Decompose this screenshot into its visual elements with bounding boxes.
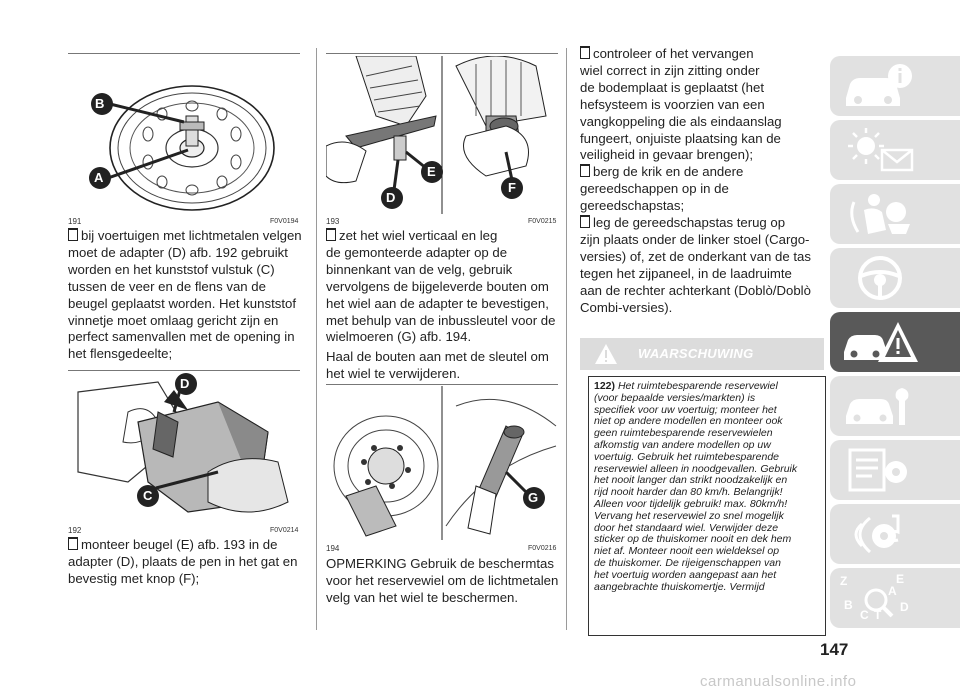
text-line: moet de adapter (D) afb. 192 gebruikt	[68, 244, 288, 260]
figure-top-rule	[68, 370, 300, 371]
column-divider	[316, 48, 317, 630]
col2-paragraph-2	[326, 349, 564, 383]
text-line: bevestig met knop (F);	[68, 570, 200, 586]
text-line: de gemonteerde adapter op de	[326, 244, 508, 260]
text-line: het wiel te verwijderen.	[326, 365, 461, 381]
tab-driving[interactable]	[830, 248, 960, 308]
bullet-icon	[68, 539, 78, 550]
text-line: het nooit langer dan strikt noodzakelijk en	[594, 474, 788, 487]
figure-193	[326, 56, 558, 214]
index-letter: A	[888, 584, 897, 598]
text-line: bij voertuigen met lichtmetalen velgen	[81, 228, 302, 243]
text-line: gereedschappen op in de	[580, 181, 729, 197]
figure-top-rule	[326, 53, 558, 54]
text-line: Vervang het reservewiel zo snel mogelijk	[594, 509, 784, 522]
text-line: worden en het kunststof vulstuk (C)	[68, 261, 275, 277]
text-line: fungeert, onjuiste plaatsing kan de	[580, 130, 781, 146]
text-line: OPMERKING Gebruik de beschermtas	[326, 556, 554, 571]
text-line: vinnetje moet omlaag gericht zijn en	[68, 312, 279, 328]
warning-header	[580, 338, 824, 370]
specs-gear-icon	[840, 444, 920, 496]
text-line: zijn plaats onder de linker stoel (Cargo-	[580, 231, 810, 247]
figure-top-rule	[326, 384, 558, 385]
bullet-icon	[326, 230, 336, 241]
index-letter: C	[860, 608, 869, 622]
text-line: tussen de veer en de flens van de	[68, 278, 266, 294]
text-line: berg de krik en de andere	[593, 164, 744, 180]
figure-label-a: A	[94, 170, 104, 185]
text-line: leg de gereedschapstas terug op	[593, 215, 786, 231]
text-line: Haal de bouten aan met de sleutel om	[326, 349, 549, 364]
figure-label-g: G	[528, 490, 539, 505]
text-line: de bodemplaat is geplaatst (het	[580, 79, 765, 95]
car-info-icon	[840, 60, 920, 112]
bullet-icon	[580, 166, 590, 177]
figure-191	[68, 56, 300, 214]
airbag-seat-icon	[840, 188, 920, 240]
text-line: met behulp van de inbussleutel voor de	[326, 312, 556, 328]
page-number: 147	[820, 640, 849, 659]
text-line: de thuiskomer. De rijeigenschappen van	[594, 556, 781, 569]
figure-number: 193	[326, 217, 340, 226]
car-maintenance-icon	[840, 380, 920, 432]
text-line: het flensgedeelte;	[68, 346, 173, 362]
tab-safety[interactable]	[830, 184, 960, 244]
figure-label-d: D	[180, 376, 190, 391]
tab-emergency[interactable]	[830, 312, 960, 372]
text-line: vervolgens de bijgeleverde bouten om	[326, 278, 549, 294]
text-line: veiligheid in gevaar brengen);	[580, 147, 754, 163]
text-line: vangkoppeling die als eindaanslag	[580, 113, 782, 129]
text-line: sticker op de thuiskomer nooit en dek hem	[594, 533, 792, 546]
tab-specifications[interactable]	[830, 440, 960, 500]
figure-number: 191	[68, 217, 82, 226]
col2-note	[326, 556, 564, 607]
figure-label-c: C	[143, 488, 153, 503]
bullet-icon	[580, 48, 590, 59]
text-line: zet het wiel verticaal en leg	[339, 228, 498, 243]
text-line: Combi-versies).	[580, 299, 673, 315]
text-line: rijd nooit harder dan 80 km/h. Belangrijk!	[594, 486, 783, 499]
figure-label-b: B	[95, 96, 105, 111]
text-line: wielmoeren (G) afb. 194.	[326, 329, 472, 345]
text-line: Alleen voor tijdelijk gebruik! max. 80km/h!	[594, 497, 788, 510]
column-divider	[566, 48, 567, 630]
figure-top-rule	[68, 53, 300, 54]
figure-label-d: D	[386, 190, 396, 205]
text-line: Het ruimtebesparende reservewiel	[617, 380, 778, 392]
tab-index[interactable]	[830, 568, 960, 628]
text-line: voertuig. Gebruik het ruimtebesparende	[594, 450, 780, 463]
tab-car-info[interactable]	[830, 56, 960, 116]
text-line: reservewiel alleen in noodgevallen. Gebruik	[594, 462, 798, 475]
text-line: beugel geplaatst worden. Het kunststof	[68, 295, 296, 311]
text-line: perfect samenvallen met de opening in	[68, 329, 295, 345]
figure-code: F0V0194	[270, 218, 299, 225]
text-line: het wiel aan de adapter te bevestigen,	[326, 295, 549, 311]
col1-paragraph-1	[68, 228, 304, 363]
index-letter: T	[874, 608, 882, 622]
index-letter: Z	[840, 574, 848, 588]
text-line: binnenkant van de velg, gebruik	[326, 261, 513, 277]
figure-number: 194	[326, 544, 340, 553]
text-line: afkomstig van andere modellen op uw	[594, 438, 771, 451]
tab-multimedia[interactable]	[830, 504, 960, 564]
warning-text	[594, 381, 820, 593]
bullet-icon	[68, 230, 78, 241]
text-line: het voertuig worden aangepast aan het	[594, 568, 777, 581]
figure-code: F0V0216	[528, 545, 557, 552]
warning-title: WAARSCHUWING	[638, 346, 754, 361]
index-letter: B	[844, 598, 853, 612]
text-line: monteer beugel (E) afb. 193 in de	[81, 537, 278, 552]
watermark: carmanualsonline.info	[700, 673, 857, 690]
text-line: geen ruimtebesparende reservewielen	[594, 427, 773, 440]
index-letter: D	[900, 600, 909, 614]
emergency-car-icon	[840, 316, 920, 368]
warning-icon	[594, 343, 618, 365]
tab-maintenance[interactable]	[830, 376, 960, 436]
col1-paragraph-2	[68, 537, 304, 588]
text-line: aan de rechter achterkant (Doblò/Doblò	[580, 282, 811, 298]
multimedia-icon	[840, 508, 920, 560]
warning-number: 122)	[594, 380, 616, 392]
text-line: gereedschapstas;	[580, 198, 685, 214]
bullet-icon	[580, 217, 590, 228]
text-line: versies) of, zet de onderkant van de tas	[580, 248, 811, 264]
figure-code: F0V0215	[528, 218, 557, 225]
figure-label-e: E	[427, 164, 436, 179]
text-line: voor het reservewiel om de lichtmetalen	[326, 572, 559, 588]
figure-192	[68, 372, 300, 522]
col3-items	[580, 46, 826, 317]
lights-message-icon	[840, 124, 920, 176]
text-line: adapter (D), plaats de pen in het gat en	[68, 553, 298, 569]
tab-lights-messages[interactable]	[830, 120, 960, 180]
text-line: niet af. Monteer nooit een wieldeksel op	[594, 545, 780, 558]
text-line: door het standaard wiel. Verwijder deze	[594, 521, 779, 534]
figure-number: 192	[68, 526, 82, 535]
text-line: aangebrachte thuiskomertje. Vermijd	[594, 580, 765, 593]
col2-paragraph-1	[326, 228, 564, 346]
text-line: niet op andere modellen en monteer ook	[594, 415, 783, 428]
steering-wheel-icon	[840, 252, 920, 304]
text-line: wiel correct in zijn zitting onder	[580, 62, 760, 78]
text-line: hefsysteem is voorzien van een	[580, 96, 765, 112]
text-line: specifiek voor uw voertuig; monteer het	[594, 403, 777, 416]
text-line: (voor bepaalde versies/markten) is	[594, 391, 756, 404]
figure-194	[326, 386, 558, 540]
figure-label-f: F	[508, 180, 516, 195]
text-line: controleer of het vervangen	[593, 46, 754, 61]
figure-code: F0V0214	[270, 527, 299, 534]
index-letter: E	[896, 572, 905, 586]
text-line: velg van het wiel te beschermen.	[326, 589, 519, 605]
text-line: tegen het zijpaneel, in de laadruimte	[580, 265, 792, 281]
